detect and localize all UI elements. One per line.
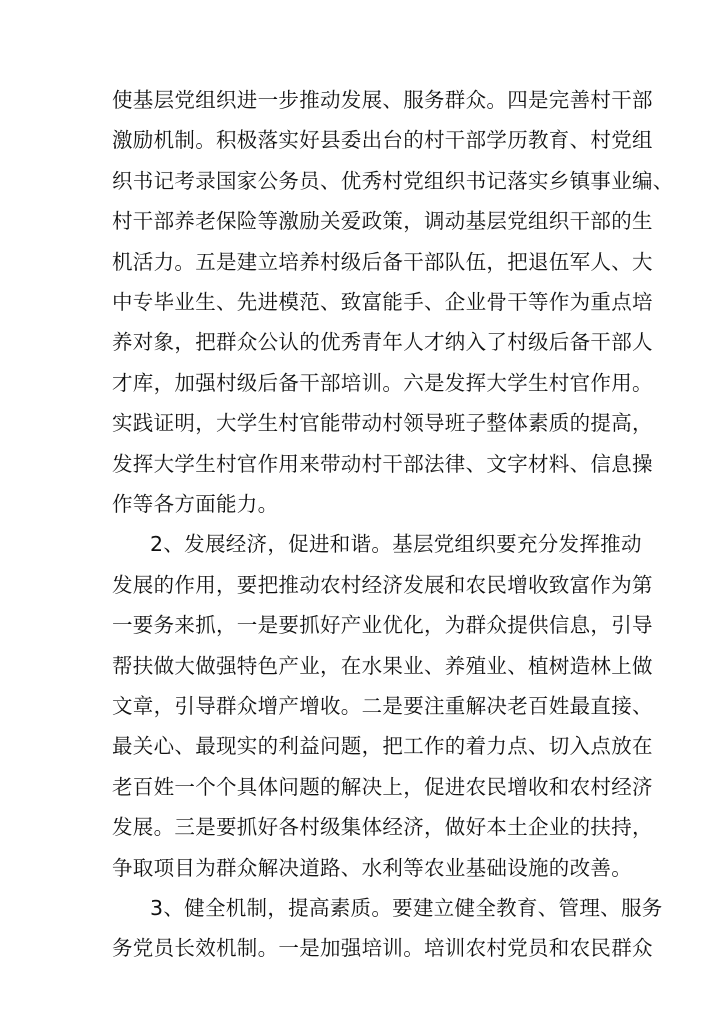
text-line: 中专毕业生、先进模范、致富能手、企业骨干等作为重点培 xyxy=(112,290,653,314)
text-line: 帮扶做大做强特色产业，在水果业、养殖业、植树造林上做 xyxy=(112,654,653,678)
text-line: 发展的作用，要把推动农村经济发展和农民增收致富作为第 xyxy=(112,573,653,597)
text-line: 实践证明，大学生村官能带动村领导班子整体素质的提高， xyxy=(112,411,653,435)
text-line: 养对象，把群众公认的优秀青年人才纳入了村级后备干部人 xyxy=(112,330,653,354)
text-line: 激励机制。积极落实好县委出台的村干部学历教育、村党组 xyxy=(112,128,653,152)
text-line: 机活力。五是建立培养村级后备干部队伍，把退伍军人、大 xyxy=(112,250,653,274)
text-line: 一要务来抓，一是要抓好产业优化，为群众提供信息，引导 xyxy=(112,613,653,637)
text-line: 文章，引导群众增产增收。二是要注重解决老百姓最直接、 xyxy=(112,694,653,718)
text-line: 作等各方面能力。 xyxy=(112,492,279,516)
text-line: 村干部养老保险等激励关爱政策，调动基层党组织干部的生 xyxy=(112,209,653,233)
text-line: 才库，加强村级后备干部培训。六是发挥大学生村官作用。 xyxy=(112,371,653,395)
text-line: 争取项目为群众解决道路、水利等农业基础设施的改善。 xyxy=(112,856,632,880)
text-line: 使基层党组织进一步推动发展、服务群众。四是完善村干部 xyxy=(112,88,653,112)
paragraph-start-line: 2、发展经济，促进和谐。基层党组织要充分发挥推动 xyxy=(150,532,642,556)
text-line: 发挥大学生村官作用来带动村干部法律、文字材料、信息操 xyxy=(112,452,653,476)
paragraph-start-line: 3、健全机制，提高素质。要建立健全教育、管理、服务 xyxy=(150,896,663,920)
text-line: 发展。三是要抓好各村级集体经济，做好本土企业的扶持， xyxy=(112,815,653,839)
text-line: 最关心、最现实的利益问题，把工作的着力点、切入点放在 xyxy=(112,734,653,758)
text-line: 织书记考录国家公务员、优秀村党组织书记落实乡镇事业编、 xyxy=(112,169,674,193)
text-line: 务党员长效机制。一是加强培训。培训农村党员和农民群众 xyxy=(112,936,653,960)
text-line: 老百姓一个个具体问题的解决上，促进农民增收和农村经济 xyxy=(112,775,653,799)
